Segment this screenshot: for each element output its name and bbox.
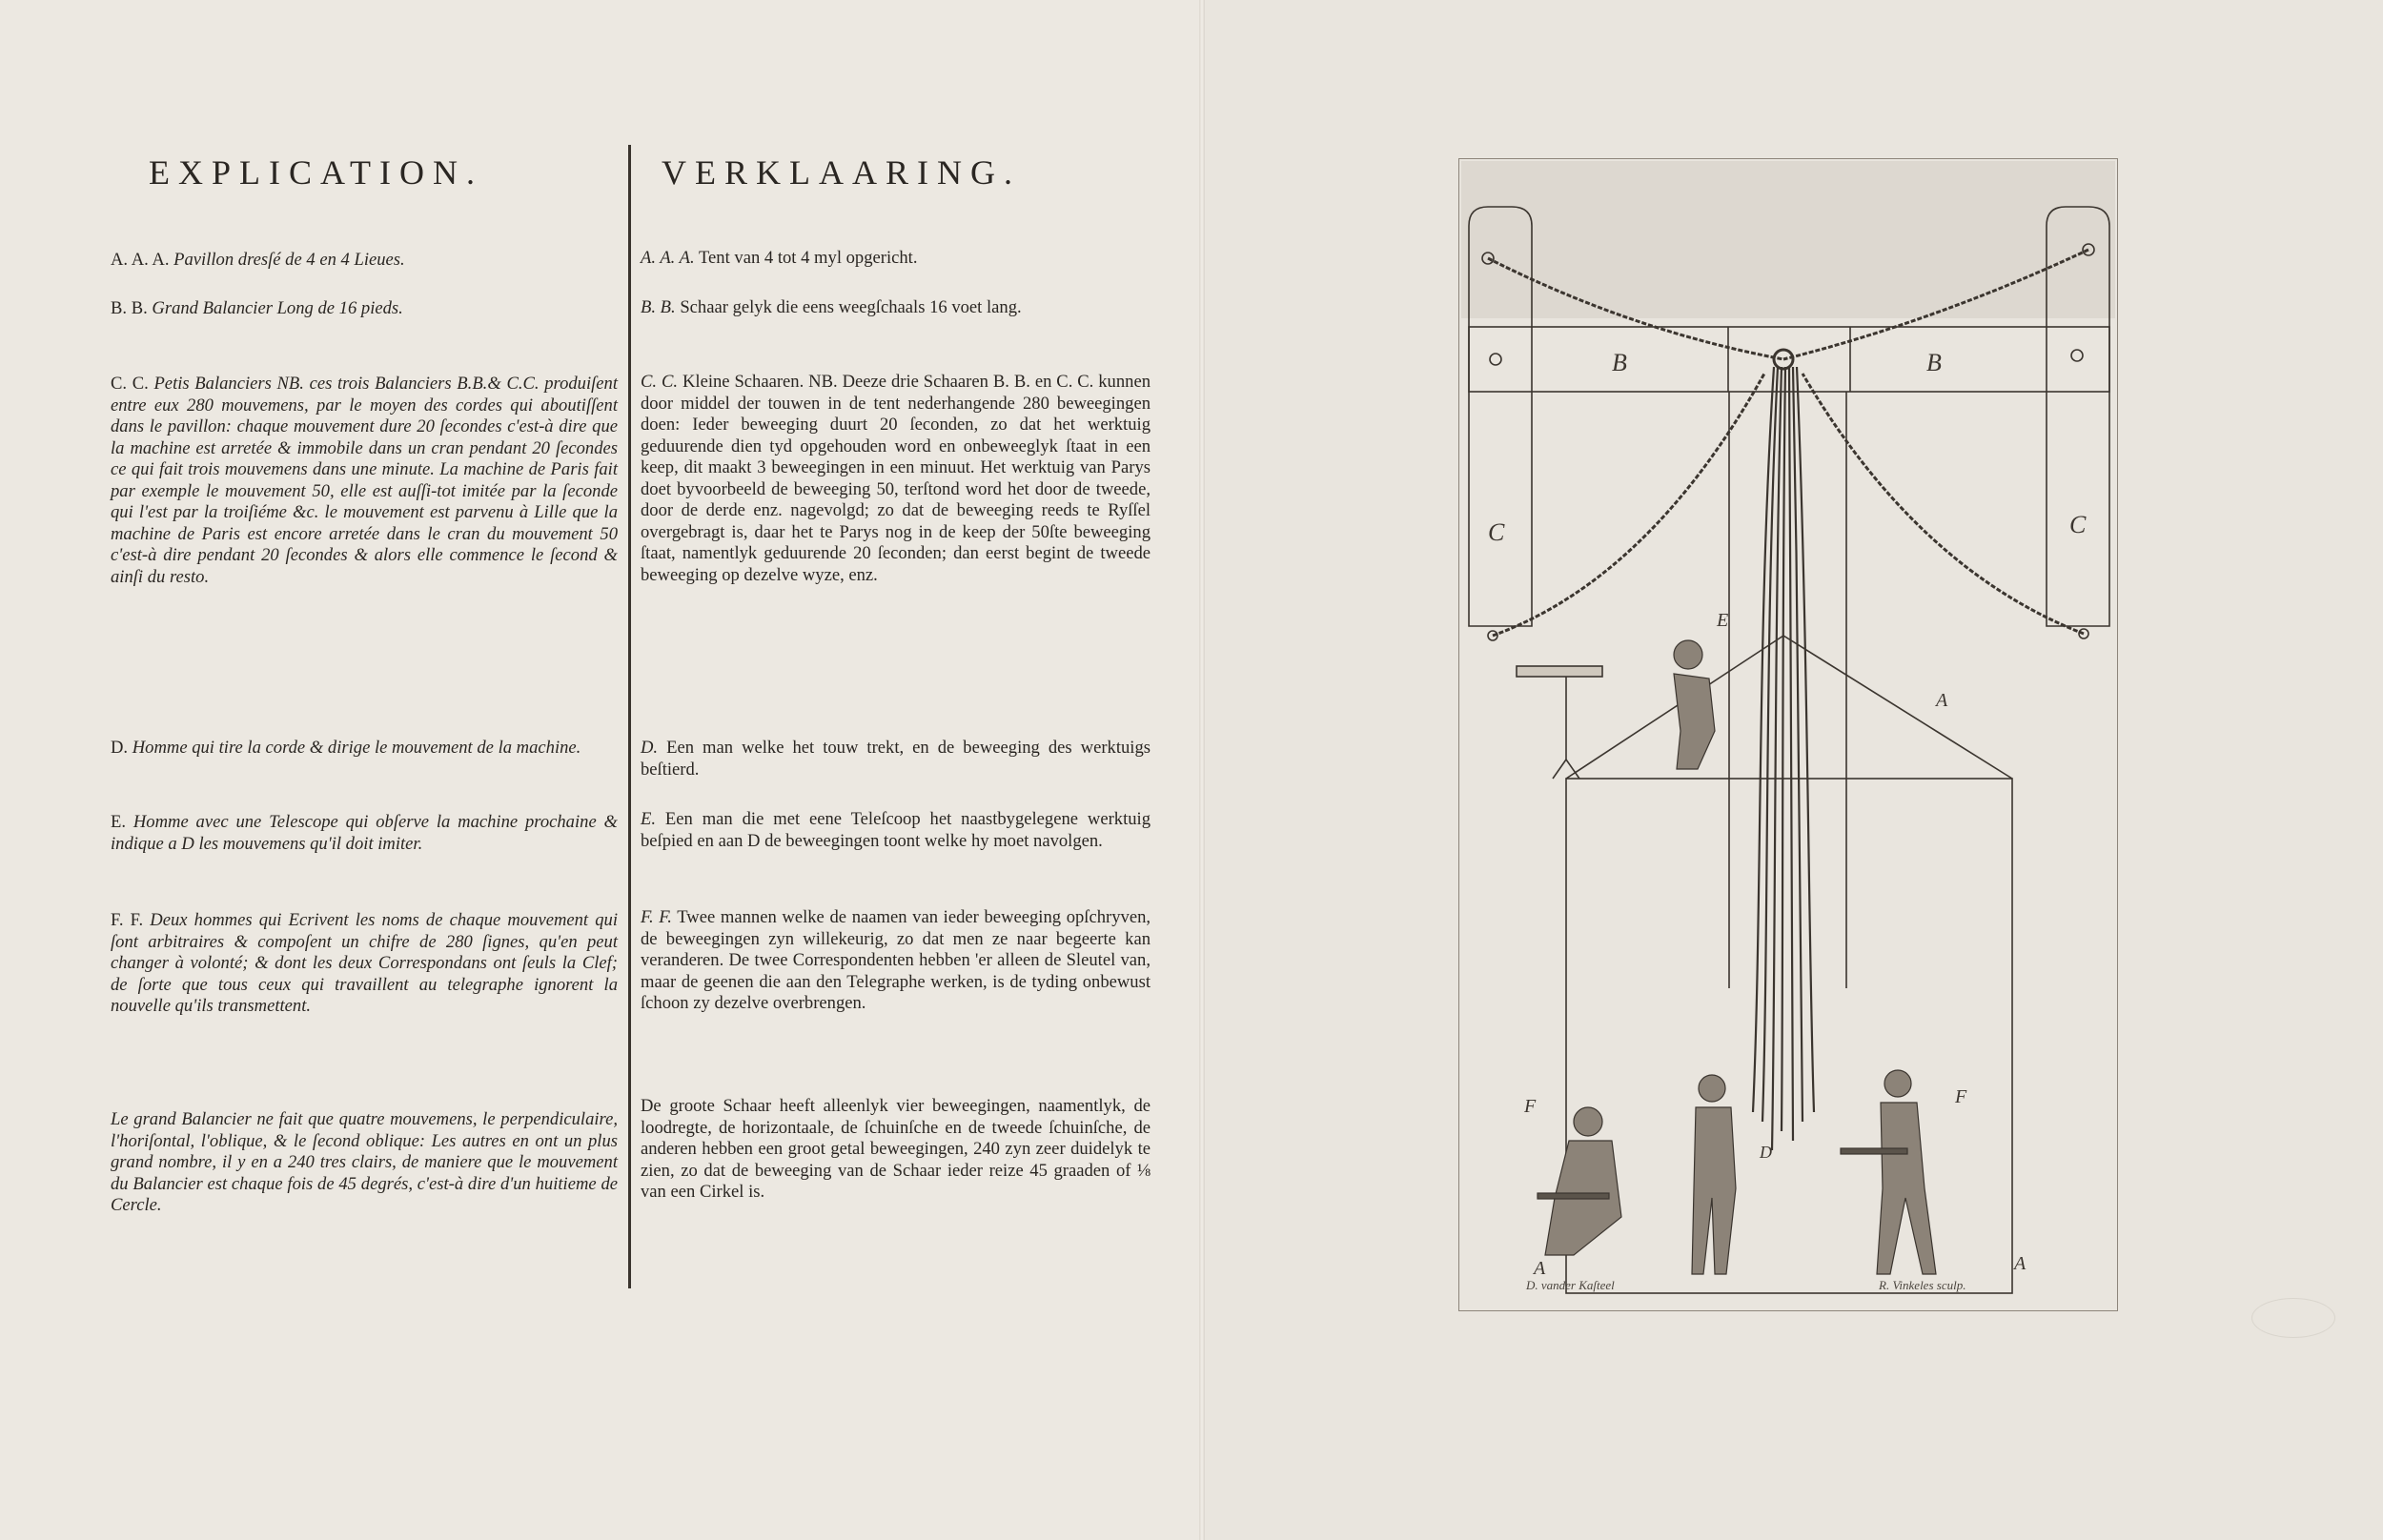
french-heading: EXPLICATION. [149, 153, 483, 192]
dutch-entry-e: E. Een man die met eene Teleſcoop het naastbygelegene werktuig beſpied en aan D de beweegingen toont welke hy moet navolgen. [641, 809, 1151, 851]
label-f-right: F [1955, 1086, 1967, 1107]
label-c-left: C [1488, 518, 1505, 546]
french-entry-cc: C. C. Petis Balanciers NB. ces trois Balanciers B.B.& C.C. produiſent entre eux 280 mouvemens, par le moyen des cordes qui aboutiſſent dans le pavillon: chaque mouvement dure 20 ſecondes c'est-à dire que la machine est arretée & immobile dans un cran pendant 20 ſecondes ce qui fait trois mouvemens dans une minute. La machine de Paris fait par exemple le mouvement 50, elle est auſſi-tot imitée par la ſeconde qui l'est par la troiſiéme &c. le mouvement est parvenu à Lille que la machine de Paris est encore arretée dans le cran du mouvement 50 c'est-à dire pendant 20 ſecondes & alors elle commence le ſecond & ainſi du resto. [111, 374, 619, 587]
engraving-designer-caption: D. vander Kaſteel [1526, 1278, 1615, 1292]
figure-e-body [1674, 674, 1715, 769]
dutch-entry-ff: F. F. Twee mannen welke de naamen van ieder beweeging opſchryven, de beweegingen zyn willekeurig, zo dat men ze naar begeerte kan veranderen. De twee Correspondenten hebben 'er alleen de Sleutel van, maar de geenen die aan den Telegraphe werken, is de tyding onbewust ſchoon zy dezelve overbrengen. [641, 907, 1151, 1013]
telegraph-illustration [1459, 159, 2117, 1310]
label-a-bottom-right: A [2014, 1253, 2027, 1274]
column-divider [628, 145, 631, 1288]
label-c-right: C [2069, 511, 2087, 538]
label-b-left: B [1612, 349, 1627, 376]
label-f-left: F [1524, 1096, 1537, 1117]
telegraph-engraving-plate [1458, 158, 2118, 1311]
french-entry-bb: B. B. Grand Balancier Long de 16 pieds. [111, 298, 403, 318]
label-d: D [1760, 1143, 1772, 1162]
collection-stamp [2251, 1298, 2335, 1338]
label-e: E [1717, 610, 1729, 631]
figure-e-head [1674, 640, 1702, 669]
french-entry-d: D. Homme qui tire la corde & dirige le mouvement de la machine. [111, 738, 581, 758]
engraving-engraver-caption: R. Vinkeles sculp. [1879, 1278, 1966, 1292]
dutch-entry-bb: B. B. Schaar gelyk die eens weegſchaals 16 voet lang. [641, 297, 1022, 317]
french-entry-e: E. Homme avec une Telescope qui obſerve la machine prochaine & indique a D les mouvemens qu'il doit imiter. [111, 812, 619, 854]
dutch-heading: VERKLAARING. [662, 153, 1021, 192]
sky-band [1461, 161, 2115, 318]
hanging-ropes [1753, 367, 1814, 1150]
label-b-right: B [1926, 349, 1942, 376]
figures [1538, 640, 1936, 1274]
telescope [1517, 666, 1602, 677]
french-entry-ff: F. F. Deux hommes qui Ecrivent les noms de chaque mouvement qui ſont arbitraires & compoſent un chifre de 280 ſignes, qu'en peut changer à volonté; & dont les deux Correspondans ont ſeuls la Clef; de ſorte que tous ceux qui travaillent au telegraphe ignorent la nouvelle qu'ils transmettent. [111, 910, 618, 1016]
dutch-entry-aaa: A. A. A. Tent van 4 tot 4 myl opgericht. [641, 248, 918, 268]
french-entry-aaa: A. A. A. Pavillon dresſé de 4 en 4 Lieues. [111, 250, 405, 270]
dutch-entry-schaar: De groote Schaar heeft alleenlyk vier beweegingen, naamentlyk, de loodregte, de horizontaale, de ſchuinſche en de tweede ſchuinſche, de anderen hebben een groot getal beweegingen, 240 zyn zeer duidelyk te zien, zo dat de beweeging van de Schaar ieder reize 45 graaden of ⅛ van een Cirkel is. [641, 1096, 1151, 1202]
dutch-entry-cc: C. C. Kleine Schaaren. NB. Deeze drie Schaaren B. B. en C. C. kunnen door middel der touwen in de tent nederhangende 280 beweegingen doen: Ieder beweeging duurt 20 ſeconden, zo dat het werktuig geduurende dien tyd opgehouden word en onbeweeglyk ſtaat in een keep, dit maakt 3 beweegingen in een minuut. Het werktuig van Parys doet byvoorbeeld de beweeging 50, terſtond word het door de tweede, door de derde enz. nagevolgd; zo dat de beweeging reeds te Ryſſel overgebragt is, daar het te Parys nog in de keep der 50ſte beweeging ſtaat, namentlyk geduurende 20 ſeconden; dan eerst begint de tweede beweeging op dezelve wyze, enz. [641, 372, 1151, 585]
dutch-entry-d: D. Een man welke het touw trekt, en de beweeging des werktuigs beſtierd. [641, 738, 1151, 780]
french-entry-balancier: Le grand Balancier ne fait que quatre mouvemens, le perpendiculaire, l'horiſontal, l'oblique, & le ſecond oblique: Les autres en ont un plus grand nombre, il y en a 240 tres clairs, de maniere que le mouvement du Balancier est chaque fois de 45 degrés, c'est-à dire d'un huitieme de Cercle. [111, 1109, 618, 1215]
page-fold [1199, 0, 1205, 1540]
label-a-bottom-left: A [1534, 1258, 1546, 1279]
label-a-mid: A [1936, 690, 1948, 711]
pavilion-a [1566, 779, 2012, 1293]
